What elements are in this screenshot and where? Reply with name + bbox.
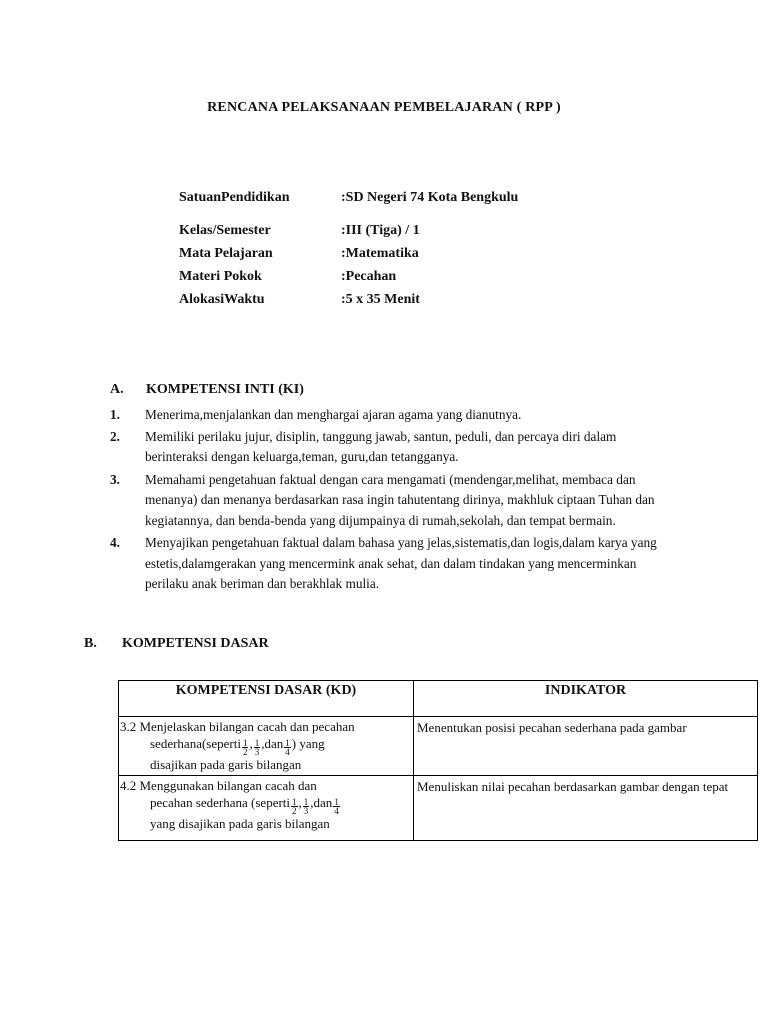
fraction-numerator: 1 <box>292 797 297 807</box>
identity-label: SatuanPendidikan <box>179 190 290 205</box>
section-letter: A. <box>110 382 124 397</box>
section-b-heading <box>84 636 269 652</box>
table-row <box>119 776 758 841</box>
identity-row <box>179 223 518 246</box>
fraction-numerator: 1 <box>285 738 290 748</box>
kd-line: disajikan pada garis bilangan <box>150 757 302 772</box>
identity-label: Mata Pelajaran <box>179 246 273 261</box>
fraction-denominator: 4 <box>334 806 339 816</box>
item-text: Memiliki perilaku jujur, disiplin, tanggung jawab, santun, peduli, dan percaya diri dalam berinteraksi dengan keluarga,teman, guru,dan tetangganya. <box>145 428 617 464</box>
kd-cell <box>119 717 414 776</box>
ki-list <box>110 405 670 595</box>
item-number: 4. <box>110 535 120 550</box>
list-item <box>110 470 670 532</box>
kd-line: sederhana(seperti $\frac{1}{2}$ , $\frac{1}{3}$ ,dan $\frac{1}{4}$ ) yang <box>150 736 325 757</box>
fraction-denominator: 3 <box>303 806 309 816</box>
identity-value: :Matematika <box>341 246 419 261</box>
fraction-denominator: 4 <box>285 747 290 757</box>
fraction <box>303 798 310 815</box>
table-header-row <box>119 681 758 717</box>
fraction-denominator: 2 <box>292 806 297 816</box>
item-text: Memahami pengetahuan faktual dengan cara mengamati (mendengar,melihat, membaca dan menanya) dan menanya berdasarkan rasa ingin tahutentang dirinya, makhluk ciptaan Tuhan dan kegiatannya, dan benda-benda yang dijumpainya di rumah,sekolah, dan tempat bermain. <box>145 471 655 528</box>
fraction-numerator: 1 <box>254 738 260 748</box>
list-item <box>110 533 670 595</box>
section-letter: B. <box>84 636 97 651</box>
identity-value: :SD Negeri 74 Kota Bengkulu <box>341 190 519 205</box>
indikator-cell: Menuliskan nilai pecahan berdasarkan gambar dengan tepat <box>414 776 758 841</box>
document-title: RENCANA PELAKSANAAN PEMBELAJARAN ( RPP ) <box>207 100 561 115</box>
section-title: KOMPETENSI INTI (KI) <box>146 382 304 397</box>
kd-text: pecahan sederhana (seperti <box>150 795 291 810</box>
identity-row <box>179 269 518 292</box>
kd-line: pecahan sederhana (seperti $\frac{1}{2}$ , $\frac{1}{3}$ ,dan $\frac{1}{4}$ <box>150 795 339 816</box>
identity-value: :5 x 35 Menit <box>341 292 420 307</box>
kd-cell <box>119 776 414 841</box>
section-a-heading <box>110 382 304 398</box>
kd-text: ,dan <box>310 795 333 810</box>
indikator-cell: Menentukan posisi pecahan sederhana pada gambar <box>414 717 758 776</box>
kd-line: 3.2 Menjelaskan bilangan cacah dan pecahan <box>120 719 355 734</box>
kd-text: sederhana(seperti <box>150 736 241 751</box>
item-number: 3. <box>110 471 120 487</box>
fraction-numerator: 1 <box>303 797 309 807</box>
fraction <box>291 798 298 815</box>
fraction <box>333 798 340 815</box>
fraction <box>284 739 291 756</box>
list-item <box>110 405 670 426</box>
identity-row <box>179 190 518 213</box>
section-title: KOMPETENSI DASAR <box>122 636 269 651</box>
fraction <box>254 739 261 756</box>
identity-row <box>179 292 518 315</box>
kd-table <box>118 680 758 841</box>
fraction <box>242 739 249 756</box>
item-number: 1. <box>110 407 120 422</box>
fraction-numerator: 1 <box>334 797 339 807</box>
identity-label: Kelas/Semester <box>179 223 271 238</box>
identity-label: Materi Pokok <box>179 269 262 284</box>
item-text: Menyajikan pengetahuan faktual dalam bahasa yang jelas,sistematis,dan logis,dalam karya yang estetis,dalamgerakan yang mencermink anak sehat, dan dalam tindakan yang mencerminkan perilaku anak beriman dan berakhlak mulia. <box>145 535 657 591</box>
identity-row <box>179 246 518 269</box>
kd-text: ,dan <box>261 736 284 751</box>
item-text: Menerima,menjalankan dan menghargai ajaran agama yang dianutnya. <box>145 407 522 422</box>
table-row <box>119 717 758 776</box>
item-number: 2. <box>110 428 120 444</box>
identity-table <box>179 190 518 315</box>
column-header: INDIKATOR <box>414 681 758 717</box>
fraction-numerator: 1 <box>242 738 248 748</box>
kd-line: 4.2 Menggunakan bilangan cacah dan <box>120 778 317 793</box>
list-item <box>110 427 670 468</box>
identity-label: AlokasiWaktu <box>179 292 265 307</box>
column-header: KOMPETENSI DASAR (KD) <box>119 681 414 717</box>
identity-value: :Pecahan <box>341 269 397 284</box>
kd-text: ) yang <box>291 736 325 751</box>
kd-line: yang disajikan pada garis bilangan <box>150 816 330 831</box>
fraction-denominator: 3 <box>254 747 260 757</box>
identity-value: :III (Tiga) / 1 <box>341 223 420 238</box>
fraction-denominator: 2 <box>242 747 248 757</box>
